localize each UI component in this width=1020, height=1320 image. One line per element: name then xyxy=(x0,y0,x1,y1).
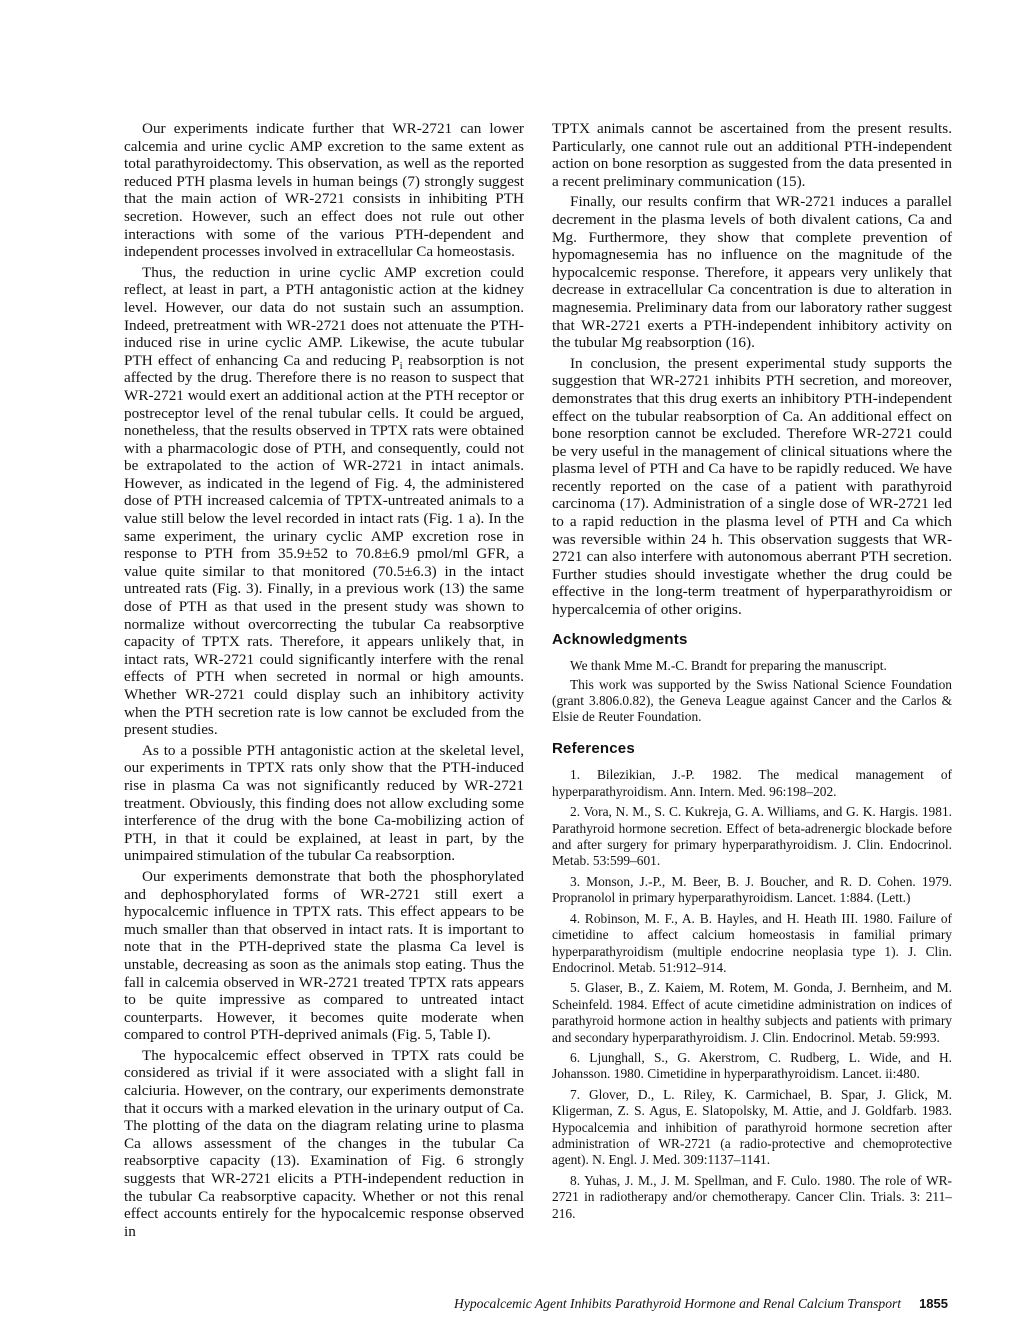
right-column xyxy=(552,120,952,1226)
reference-item: 3. Monson, J.-P., M. Beer, B. J. Boucher, and R. D. Cohen. 1979. Propranolol in primary hyperparathyroidism. Lancet. 1:884. (Lett.) xyxy=(552,873,952,906)
reference-item: 2. Vora, N. M., S. C. Kukreja, G. A. Williams, and G. K. Hargis. 1981. Parathyroid hormone secretion. Effect of beta-adrenergic blockade before and after surgery for primary hyperparathyroidism. J. Clin. Endocrinol. Metab. 53:599–601. xyxy=(552,804,952,869)
body-paragraph-continued: TPTX animals cannot be ascertained from the present results. Particularly, one cannot rule out an additional PTH-independent action on bone resorption as suggested from the data presented in a recent preliminary communication (15). xyxy=(552,120,952,190)
body-paragraph: As to a possible PTH antagonistic action at the skeletal level, our experiments in TPTX rats only show that the PTH-induced rise in plasma Ca was not significantly reduced by WR-2721 treatment. Obviously, this finding does not allow excluding some interference of the drug with the bone Ca-mobilizing action of PTH, in that it could be explained, at least in part, by the unimpaired stimulation of the tubular Ca reabsorption. xyxy=(124,741,524,865)
acknowledgments-section xyxy=(552,658,952,726)
reference-item: 5. Glaser, B., Z. Kaiem, M. Rotem, M. Gonda, J. Bernheim, and M. Scheinfeld. 1984. Effect of acute cimetidine administration on indices of parathyroid hormone action in healthy subjects and patients with primary and secondary hyperparathyroidism. J. Clin. Endocrinol. Metab. 59:993. xyxy=(552,980,952,1045)
body-paragraph: Our experiments indicate further that WR-2721 can lower calcemia and urine cyclic AMP excretion to the same extent as total parathyroidectomy. This observation, as well as the reported reduced PTH plasma levels in human beings (7) strongly suggest that the main action of WR-2721 consists in inhibiting PTH secretion. However, such an effect does not rule out other interactions with some of the various PTH-dependent and independent processes involved in extracellular Ca homeostasis. xyxy=(124,120,524,261)
reference-item: 8. Yuhas, J. M., J. M. Spellman, and F. Culo. 1980. The role of WR-2721 in radiotherapy and/or chemotherapy. Cancer Clin. Trials. 3: 211–216. xyxy=(552,1172,952,1221)
acknowledgment-line: We thank Mme M.-C. Brandt for preparing the manuscript. xyxy=(570,658,887,674)
reference-item: 1. Bilezikian, J.-P. 1982. The medical management of hyperparathyroidism. Ann. Intern. Med. 96:198–202. xyxy=(552,767,952,799)
subscript: i xyxy=(399,360,403,372)
page-footer xyxy=(454,1296,948,1312)
left-column xyxy=(124,120,524,1243)
references-list xyxy=(552,767,952,1222)
body-paragraph xyxy=(124,264,524,739)
running-title: Hypocalcemic Agent Inhibits Parathyroid Hormone and Renal Calcium Transport xyxy=(454,1296,902,1311)
body-paragraph: The hypocalcemic effect observed in TPTX rats could be considered as trivial if it were associated with a slight fall in calciuria. However, on the contrary, our experiments demonstrate that it occurs with a marked elevation in the urinary output of Ca. The plotting of the data on the diagram relating urine to plasma Ca allows assessment of the changes in the tubular Ca reabsorptive capacity (13). Examination of Fig. 6 strongly suggests that WR-2721 elicits a PTH-independent reduction in the tubular Ca reabsorptive capacity. Whether or not this renal effect accounts entirely for the hypocalcemic response observed in xyxy=(124,1046,524,1240)
body-paragraph: In conclusion, the present experimental study supports the suggestion that WR-2721 inhibits PTH secretion, and moreover, demonstrates that this drug exerts an inhibitory PTH-independent effect on the tubular reabsorption of Ca. An additional effect on bone resorption cannot be excluded. Therefore WR-2721 could be very useful in the management of clinical situations where the plasma level of PTH and Ca have to be rapidly reduced. We have recently reported on the case of a patient with parathyroid carcinoma (17). Administration of a single dose of WR-2721 led to a rapid reduction in the plasma level of PTH and Ca which was reversible within 24 h. This observation suggests that WR-2721 can also interfere with autonomous aberrant PTH secretion. Further studies should investigate whether the drug could be effective in the long-term treatment of hyperparathyroidism or hypercalcemia of other origins. xyxy=(552,354,952,619)
reference-item: 7. Glover, D., L. Riley, K. Carmichael, B. Spar, J. Glick, M. Kligerman, Z. S. Agus, E. Slatopolsky, M. Attie, and J. Goldfarb. 1983. Hypocalcemia and inhibition of parathyroid hormone secretion after administration of WR-2721 (a radio-protective and chemoprotective agent). N. Engl. J. Med. 309:1137–1141. xyxy=(552,1086,952,1168)
body-paragraph: Finally, our results confirm that WR-2721 induces a parallel decrement in the plasma levels of both divalent cations, Ca and Mg. Furthermore, they show that complete prevention of hypomagnesemia has no influence on the magnitude of the hypocalcemic response. Therefore, it appears very unlikely that decrease in extracellular Ca concentration is due to alteration in magnesemia. Preliminary data from our laboratory rather suggest that WR-2721 exerts a PTH-independent inhibitory activity on the tubular Mg reabsorption (16). xyxy=(552,193,952,352)
page-number: 1855 xyxy=(919,1296,948,1311)
acknowledgment-line: This work was supported by the Swiss National Science Foundation (grant 3.806.0.82), the Geneva League against Cancer and the Carlos & Elsie de Reuter Foundation. xyxy=(552,676,952,725)
body-paragraph-part: reabsorption is not affected by the drug. Therefore there is no reason to suspect that WR-2721 would exert an additional action at the PTH receptor or postreceptor level of the renal tubular cells. It could be argued, nonetheless, that the results observed in TPTX rats were obtained with a pharmacologic dose of PTH, and consequently, could not be extrapolated to the action of WR-2721 in intact animals. However, as indicated in the legend of Fig. 4, the administered dose of PTH increased calcemia of TPTX-untreated animals to a value still below the level recorded in intact rats (Fig. 1 a). In the same experiment, the urinary cyclic AMP excretion rose in response to PTH from 35.9±52 to 70.8±6.9 pmol/ml GFR, a value quite similar to that monitored (70.5±6.3) in the intact untreated rats (Fig. 3). Finally, in a previous work (13) the same dose of PTH as that used in the present study was shown to normalize without overcorrecting the tubular Ca reabsorptive capacity of TPTX rats. Therefore, it appears unlikely that, in intact rats, WR-2721 could significantly interfere with the renal effects of PTH when secreted in normal or high amounts. Whether WR-2721 could display such an inhibitory activity when the PTH secretion rate is low cannot be excluded from the present studies. xyxy=(124,351,525,739)
body-paragraph-part: Thus, the reduction in urine cyclic AMP excretion could reflect, at least in part, a PTH antagonistic action at the kidney level. However, our data do not sustain such an assumption. Indeed, pretreatment with WR-2721 does not attenuate the PTH-induced rise in urine cyclic AMP. Likewise, the acute tubular PTH effect of enhancing Ca and reducing P xyxy=(124,263,524,369)
reference-item: 4. Robinson, M. F., A. B. Hayles, and H. Heath III. 1980. Failure of cimetidine to affect calcium homeostasis in familial primary hyperparathyroidism (multiple endocrine neoplasia type 1). J. Clin. Endocrinol. Metab. 51:912–914. xyxy=(552,910,952,975)
references-heading: References xyxy=(552,739,635,757)
acknowledgments-heading: Acknowledgments xyxy=(552,630,688,648)
body-paragraph: Our experiments demonstrate that both the phosphorylated and dephosphorylated forms of WR-2721 still exert a hypocalcemic influence in TPTX rats. This effect appears to be much smaller than that observed in intact rats. It is important to note that in the PTH-deprived state the plasma Ca level is unstable, decreasing as soon as the animals stop eating. Thus the fall in calcemia observed in WR-2721 treated TPTX rats appears to be quite impressive as compared to untreated intact counterparts. However, it becomes quite moderate when compared to control PTH-deprived animals (Fig. 5, Table I). xyxy=(124,867,524,1044)
reference-item: 6. Ljunghall, S., G. Akerstrom, C. Rudberg, L. Wide, and H. Johansson. 1980. Cimetidine in hyperparathyroidism. Lancet. ii:480. xyxy=(552,1049,952,1082)
